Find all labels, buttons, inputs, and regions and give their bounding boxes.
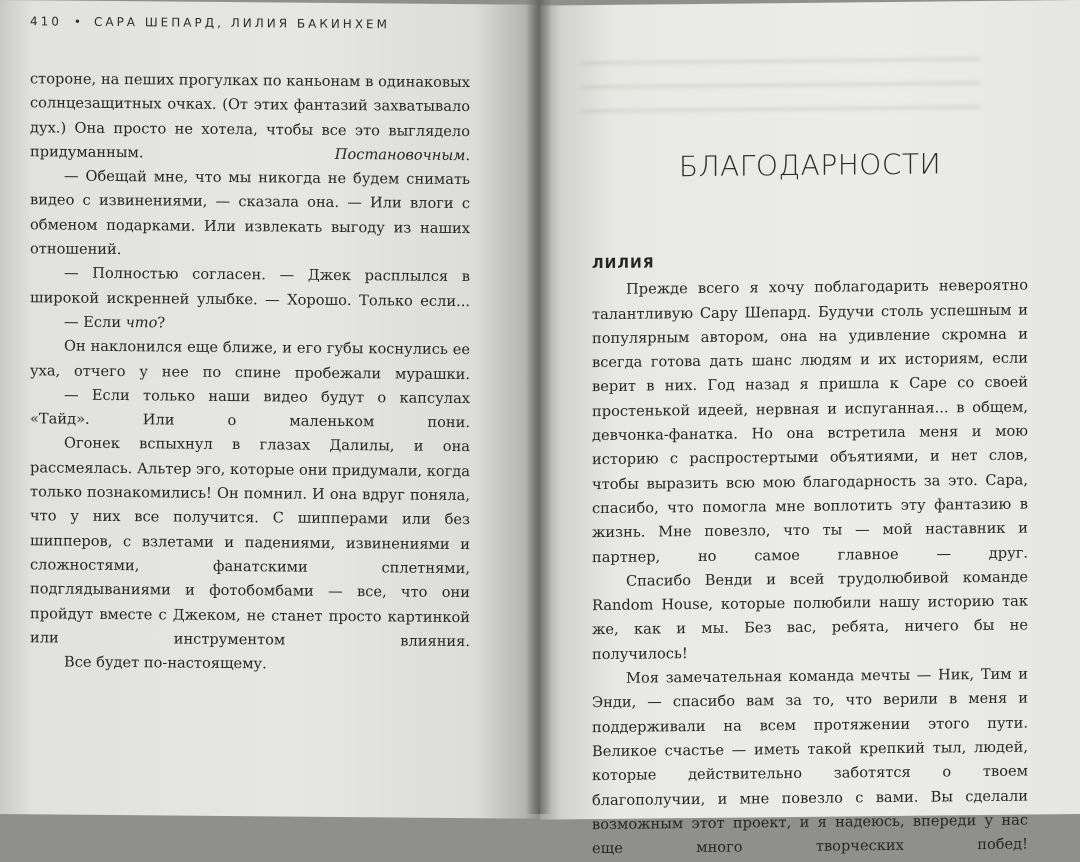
paragraph-text: — Обещай мне, что мы никогда не будем снимать видео с извинениями, — сказала она. — Или влоги с обменом подарками. Или извлекать выгоду из наших отношений. [30, 167, 470, 259]
paragraph-text: — Полностью согласен. — Джек расплылся в широкой искренней улыбке. — Хорошо. Только если... [30, 264, 470, 310]
running-head [30, 14, 390, 31]
paragraph [30, 650, 470, 678]
paragraph: Спасибо Венди и всей трудолюбивой команде Random House, которые полюбили нашу историю так же, как и мы. Без вас, ребята, ничего бы не получилось! [592, 568, 1028, 663]
paragraph [30, 432, 470, 655]
chapter-title: БЛАГОДАРНОСТИ [678, 147, 942, 184]
paragraph-text: Он наклонился еще ближе, и его губы коснулись ее уха, отчего у нее по спине пробежали мурашки. [30, 337, 470, 383]
paragraph: Прежде всего я хочу поблагодарить невероятно талантливую Сару Шепард. Будучи столь успешным и популярным автором, она на удивление скромна и всегда готова дать шанс людям и их историям, если верит в них. Год назад я пришла к Саре со своей простенькой идеей, нервная и испуганная... в общем, девчонка-фанатка. Но она встретила меня и мою историю с распростертыми объятиями, и нет слов, чтобы выразить всю мою благодарность за это. Сара, спасибо, что помогла мне воплотить эту фантазию в жизнь. Мне повезло, что ты — мой наставник и партнер, но самое главное — друг. [592, 276, 1028, 566]
paragraph-text: — Если только наши видео будут о капсулах «Тайд». Или о маленьком пони. [30, 386, 470, 432]
paragraph-text: стороне, на пеших прогулках по каньонам в одинаковых солнцезащитных очках. (От этих фантазий захватывало дух.) Она просто не хотела, чтобы все это выглядело придуманным. [30, 70, 470, 163]
bleed-through-text [580, 43, 980, 117]
running-head-authors: САРА ШЕПАРД, ЛИЛИЯ БАКИНХЕМ [93, 14, 390, 32]
left-page [0, 0, 540, 819]
right-page-body [592, 248, 1028, 862]
paragraph-italic: что [125, 314, 158, 332]
paragraph-text: ? [157, 314, 166, 332]
paragraph [30, 67, 470, 168]
paragraph-text: . [465, 146, 470, 164]
paragraph [30, 335, 470, 387]
paragraph [30, 262, 470, 314]
paragraph [30, 383, 470, 435]
running-head-separator: • [73, 14, 84, 29]
paragraph-italic: Постановочным [334, 145, 466, 164]
right-page [540, 0, 1080, 858]
page-number: 410 [30, 14, 62, 29]
paragraph [30, 164, 470, 265]
paragraph-text: Все будет по-настоящему. [64, 653, 267, 673]
paragraph-text: — Если [64, 313, 126, 332]
paragraph: Моя замечательная команда мечты — Ник, Тим и Энди, — спасибо вам за то, что верили в меня и поддерживали на всем протяжении этого пути. Великое счастье — иметь такой крепкий тыл, людей, которые действительно заботятся о твоем благополучии, и мне повезло с вами. Вы сделали возможным этот проект, и я надеюсь, впереди у нас еще много творческих побед! [592, 665, 1028, 858]
section-heading: ЛИЛИЯ [592, 255, 655, 273]
left-page-body [30, 67, 470, 678]
paragraph-text: Огонек вспыхнул в глазах Далилы, и она рассмеялась. Альтер эго, которые они придумали, когда только познакомились! Он помнил. И она вдруг поняла, что у них все получится. С шипперами или без шипперов, с взлетами и падениями, извинениями и сложностями, фанатскими сплетнями, подглядываниями и фотобомбами — все, что они пройдут вместе с Джеком, не станет просто картинкой или инструментом влияния. [30, 435, 470, 650]
book-gutter [526, 0, 552, 814]
